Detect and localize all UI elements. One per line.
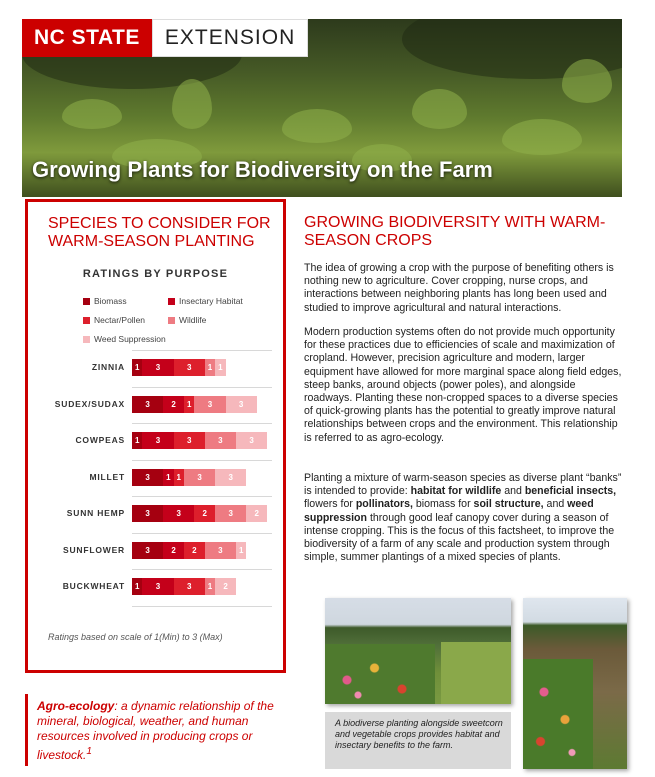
bar-segment: 1	[163, 469, 173, 486]
chart-gridline	[132, 350, 272, 351]
photo-caption-box	[325, 712, 511, 769]
bar-segment: 2	[163, 542, 184, 559]
page-title: Growing Plants for Biodiversity on the Farm	[32, 157, 493, 182]
paragraph-1: The idea of growing a crop with the purpose of benefiting others is nothing new to agriculture. Cover cropping, nurse crops, and interactions between neighboring plants has long been used and studied to improve agricultural and natural interactions.	[304, 262, 614, 314]
bar-segment: 1	[205, 359, 215, 376]
category-label: MILLET	[89, 471, 125, 482]
chart-gridline	[132, 606, 272, 607]
definition-term: Agro-ecology	[37, 699, 115, 713]
bar-segment: 3	[132, 505, 163, 522]
bar-segment: 2	[194, 505, 215, 522]
definition-text: : a dynamic relationship of the mineral, biological, weather, and human resources involved in producing crops or livestock.	[37, 699, 274, 762]
bar-segment: 3	[142, 432, 173, 449]
photo-caption: A biodiverse planting alongside sweetcorn and vegetable crops provides habitat and insectary benefits to the farm.	[335, 718, 503, 750]
legend-item-biomass	[83, 296, 127, 306]
bar-segment: 3	[205, 542, 236, 559]
chart-gridline	[132, 533, 272, 534]
legend-item-weed	[83, 334, 166, 344]
definition-accent	[25, 694, 28, 766]
rating-bar	[132, 359, 226, 376]
bar-segment: 3	[215, 469, 246, 486]
rating-bar	[132, 469, 246, 486]
legend-swatch	[83, 317, 90, 324]
bar-segment: 3	[194, 396, 225, 413]
legend-label: Biomass	[94, 296, 127, 306]
chart-gridline	[132, 423, 272, 424]
p3-bold: beneficial insects,	[524, 485, 617, 498]
p3-bold: soil structure,	[473, 498, 544, 511]
rating-bar	[132, 542, 246, 559]
legend-swatch	[83, 336, 90, 343]
p3-text: and	[501, 485, 525, 498]
bar-segment: 3	[226, 396, 257, 413]
bar-segment: 3	[174, 359, 205, 376]
legend-label: Insectary Habitat	[179, 296, 243, 306]
bar-segment: 3	[163, 505, 194, 522]
footnote-mark: 1	[86, 746, 92, 757]
category-label: BUCKWHEAT	[62, 581, 125, 591]
rating-bar	[132, 432, 267, 449]
legend-item-wildlife	[168, 315, 206, 325]
p3-bold: habitat for wildlife	[410, 485, 502, 498]
legend-item-nectar	[83, 315, 145, 325]
brand-ncstate: NC STATE	[22, 19, 152, 57]
legend-swatch	[168, 298, 175, 305]
bar-segment: 1	[132, 578, 142, 595]
p3-text: biomass for	[412, 498, 474, 511]
chart-gridline	[132, 387, 272, 388]
category-label: ZINNIA	[91, 362, 125, 372]
bar-segment: 1	[174, 469, 184, 486]
bar-segment: 1	[184, 396, 194, 413]
bar-segment: 3	[132, 396, 163, 413]
bar-segment: 3	[132, 469, 163, 486]
brand-logo	[22, 19, 308, 57]
bar-segment: 3	[174, 432, 205, 449]
chart-gridline	[132, 569, 272, 570]
p3-text: through good leaf canopy cover during a season of intense cropping. This is the focus of this factsheet, to improve the biodiversity of a farm of any scale and production system through simple, summer plantings of a mixed species of plants.	[304, 511, 615, 564]
category-label: SUNFLOWER	[63, 544, 125, 555]
flower-strip	[325, 644, 435, 704]
bar-segment: 3	[184, 469, 215, 486]
bar-segment: 2	[215, 578, 236, 595]
p3-bold: weed suppression	[304, 498, 594, 524]
species-title: SPECIES TO CONSIDER FOR WARM-SEASON PLANTING	[48, 215, 271, 250]
chart-title: RATINGS BY PURPOSE	[82, 268, 229, 280]
chart-gridline	[132, 496, 272, 497]
legend-label: Weed Suppression	[94, 334, 166, 344]
paragraph-2: Modern production systems often do not provide much opportunity for these practices due to efficiencies of scale and maximization of cropland. However, precision agriculture and modern, larger equipment have allowed for more marginal space along field edges, steep banks, around objects (power poles), and alongside roadways. Planting these non-cropped spaces to a diverse species of quick-growing plants has the potential to greatly improve natural relationships between crops and the environment. This relationship is referred to as agro-ecology.	[304, 326, 622, 444]
species-sidebar	[25, 199, 286, 673]
bar-segment: 3	[215, 505, 246, 522]
definition	[37, 699, 285, 763]
p3-text: Planting a mixture of warm-season species as diverse plant “banks” is intended to provide:	[304, 472, 622, 498]
bar-segment: 3	[236, 432, 267, 449]
p3-text: and	[543, 498, 568, 511]
flower-row-photo	[523, 598, 627, 769]
legend-swatch	[168, 317, 175, 324]
legend-label: Nectar/Pollen	[94, 315, 146, 325]
brand-extension: EXTENSION	[152, 19, 308, 57]
p3-text: flowers for	[304, 498, 356, 511]
bar-segment: 1	[132, 359, 142, 376]
bar-segment: 1	[215, 359, 225, 376]
category-label: SUDEX/SUDAX	[54, 398, 125, 409]
bar-segment: 3	[174, 578, 205, 595]
category-label: SUNN HEMP	[66, 508, 125, 518]
bar-segment: 2	[246, 505, 267, 522]
paragraph-3	[304, 472, 622, 564]
bar-segment: 1	[132, 432, 142, 449]
bar-segment: 3	[205, 432, 236, 449]
grass-path	[441, 642, 511, 704]
bar-segment: 2	[184, 542, 205, 559]
legend-swatch	[83, 298, 90, 305]
rating-bar	[132, 396, 257, 413]
flower-row	[523, 659, 593, 769]
section-title: GROWING BIODIVERSITY WITH WARM-SEASON CROPS	[304, 214, 606, 249]
bar-segment: 3	[142, 359, 173, 376]
bar-segment: 3	[142, 578, 173, 595]
bar-segment: 1	[205, 578, 215, 595]
ratings-note: Ratings based on scale of 1(Min) to 3 (Max)	[48, 632, 223, 642]
category-label: COWPEAS	[75, 435, 125, 445]
legend-item-insectary	[168, 296, 243, 306]
rating-bar	[132, 578, 236, 595]
rating-bar	[132, 505, 267, 522]
field-photo	[325, 598, 511, 704]
legend-label: Wildlife	[179, 315, 207, 325]
bar-segment: 2	[163, 396, 184, 413]
bar-segment: 3	[132, 542, 163, 559]
p3-bold: pollinators,	[355, 498, 413, 511]
chart-gridline	[132, 460, 272, 461]
bar-segment: 1	[236, 542, 246, 559]
